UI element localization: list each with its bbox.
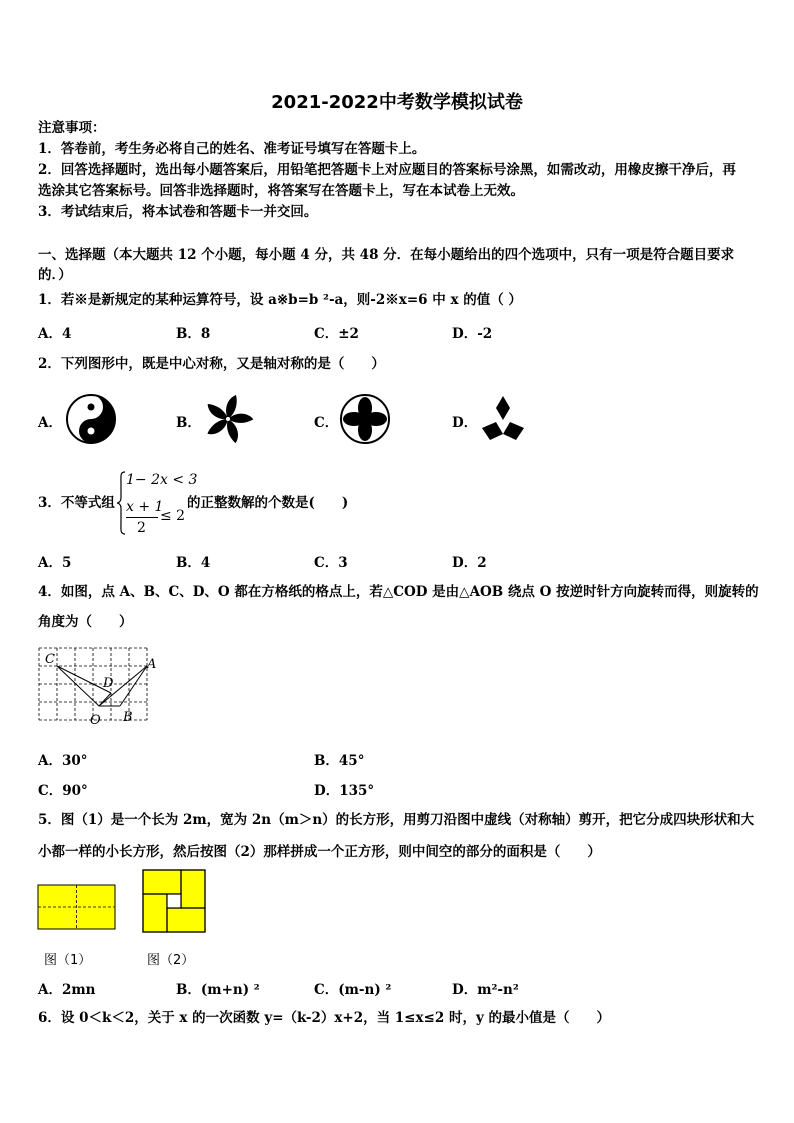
pinwheel-flower-icon xyxy=(200,392,256,446)
q3-fraction-denominator: 2 xyxy=(137,520,146,536)
point-label-b: B xyxy=(123,710,133,725)
question-5-stem-cont: 小都一样的小长方形，然后按图（2）那样拼成一个正方形，则中间空的部分的面积是（ ） xyxy=(38,844,601,860)
figure-1-caption: 图（1） xyxy=(44,953,92,968)
page-title: 2021-2022中考数学模拟试卷 xyxy=(271,92,523,113)
q5-option-d: D．m²-n² xyxy=(452,982,519,998)
three-diamond-icon xyxy=(476,394,530,444)
q5-square-figure-2 xyxy=(142,869,206,933)
notice-item: 2．回答选择题时，选出每小题答案后，用铅笔把答题卡上对应题目的答案标号涂黑，如需改动，用橡皮擦干净后，再 xyxy=(38,162,736,178)
four-petal-circle-icon xyxy=(338,392,392,446)
q3-option-a: A．5 xyxy=(38,555,72,571)
point-label-o: O xyxy=(90,713,101,728)
point-label-d: D xyxy=(103,676,114,691)
point-label-c: C xyxy=(45,652,55,667)
q5-option-c: C．(m-n) ² xyxy=(314,982,392,998)
q4-option-a: A．30° xyxy=(38,753,88,769)
question-2-stem: 2．下列图形中，既是中心对称，又是轴对称的是（ ） xyxy=(38,356,385,372)
question-1-stem: 1．若※是新规定的某种运算符号，设 a※b=b ²-a，则-2※x=6 中 x 的值（ ） xyxy=(38,292,522,308)
question-4-stem: 4．如图，点 A、B、C、D、O 都在方格纸的格点上，若△COD 是由△AOB 绕点 O 按逆时针方向旋转而得，则旋转的 xyxy=(38,584,759,600)
q4-option-b: B．45° xyxy=(314,753,365,769)
q3-option-c: C．3 xyxy=(314,555,348,571)
q5-option-a: A．2mn xyxy=(38,982,96,998)
q5-option-b: B．(m+n) ² xyxy=(176,982,260,998)
q4-option-d: D．135° xyxy=(314,783,375,799)
brace-icon xyxy=(116,470,126,536)
q3-option-d: D．2 xyxy=(452,555,487,571)
q2-option-d: D． xyxy=(452,415,478,431)
q1-option-c: C．±2 xyxy=(314,326,359,342)
question-3-prefix: 3．不等式组 xyxy=(38,495,115,511)
question-6-stem: 6．设 0＜k＜2，关于 x 的一次函数 y=（k-2）x+2，当 1≤x≤2 时，y 的最小值是（ ） xyxy=(38,1010,610,1026)
yin-yang-icon xyxy=(64,392,118,446)
q4-option-c: C．90° xyxy=(38,783,88,799)
q1-option-d: D．-2 xyxy=(452,326,493,342)
q2-option-b: B． xyxy=(176,415,201,431)
q1-option-a: A．4 xyxy=(38,326,72,342)
point-label-a: A xyxy=(147,657,157,672)
q3-inequality-1: 1− 2x < 3 xyxy=(126,472,198,488)
notice-item: 3．考试结束后，将本试卷和答题卡一并交回。 xyxy=(38,204,318,220)
notice-item: 选涂其它答案标号。回答非选择题时，将答案写在答题卡上，写在本试卷上无效。 xyxy=(38,183,524,199)
section-heading: 一、选择题（本大题共 12 个小题，每小题 4 分，共 48 分．在每小题给出的四个选项中，只有一项是符合题目要求 xyxy=(38,247,735,263)
q5-rectangle-figure-1 xyxy=(37,884,117,932)
q1-option-b: B．8 xyxy=(176,326,211,342)
question-5-stem: 5．图（1）是一个长为 2m，宽为 2n（m＞n）的长方形，用剪刀沿图中虚线（对称轴）剪开，把它分成四块形状和大 xyxy=(38,812,755,828)
question-4-stem-cont: 角度为（ ） xyxy=(38,614,133,630)
q2-option-a: A． xyxy=(38,415,62,431)
q3-leq: ≤ 2 xyxy=(160,508,186,524)
notice-item: 1．答卷前，考生务必将自己的姓名、准考证号填写在答题卡上。 xyxy=(38,141,426,157)
q2-option-c: C． xyxy=(314,415,339,431)
figure-2-caption: 图（2） xyxy=(147,953,195,968)
section-heading-cont: 的．） xyxy=(38,267,72,283)
q3-fraction-numerator: x + 1 xyxy=(126,499,164,515)
question-3-suffix: 的正整数解的个数是( ) xyxy=(187,495,349,511)
notice-heading: 注意事项： xyxy=(38,120,106,136)
q3-option-b: B．4 xyxy=(176,555,211,571)
